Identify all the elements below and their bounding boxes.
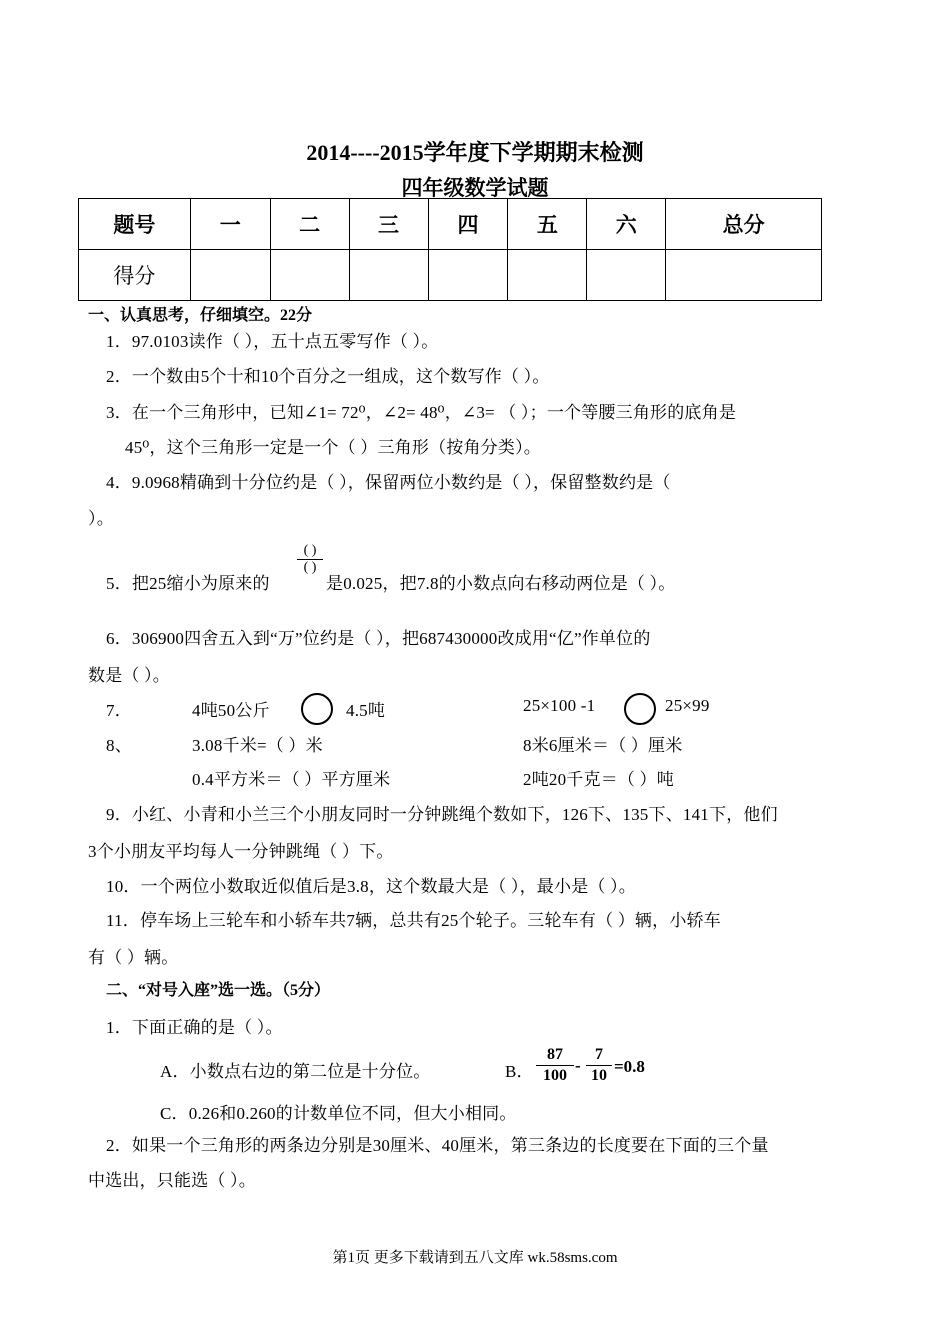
header-cell-2: 二	[270, 199, 349, 250]
header-cell-3: 三	[349, 199, 428, 250]
score-cell[interactable]	[190, 250, 270, 301]
score-cell[interactable]	[270, 250, 349, 301]
fraction-numerator: 87	[536, 1046, 574, 1066]
score-cell[interactable]	[428, 250, 508, 301]
score-cell[interactable]	[508, 250, 587, 301]
question-1-3-line2: 45⁰，这个三角形一定是一个（ ）三角形（按角分类）。	[125, 438, 541, 457]
fraction-denominator: 100	[543, 1067, 567, 1084]
header-cell-question-no: 题号	[79, 199, 191, 250]
question-1-1: 1．97.0103读作（ ），五十点五零写作（ ）。	[106, 332, 439, 351]
question-1-11-line2: 有（ ）辆。	[88, 948, 179, 967]
section2-heading: 二、“对号入座”选一选。（5分）	[106, 982, 331, 999]
score-cell[interactable]	[666, 250, 822, 301]
compare-circle-1[interactable]	[301, 693, 333, 725]
question-1-3-line1: 3．在一个三角形中，已知∠1= 72⁰，∠2= 48⁰，∠3= （ ）；一个等腰三角形的底角是	[106, 403, 737, 422]
question-2-1: 1．下面正确的是（ ）。	[106, 1018, 283, 1037]
question-1-2: 2．一个数由5个十和10个百分之一组成，这个数写作（ ）。	[106, 367, 550, 386]
question-1-6-line2: 数是（ ）。	[88, 666, 170, 685]
score-table	[78, 198, 822, 301]
option-b-fraction-2	[586, 1046, 612, 1085]
question-1-5-pre: 5．把25缩小为原来的	[106, 574, 270, 593]
header-cell-total: 总分	[666, 199, 822, 250]
option-b-label: B．	[505, 1062, 534, 1081]
question-1-9-line2: 3个小朋友平均每人一分钟跳绳（ ）下。	[88, 842, 394, 861]
score-row-label: 得分	[79, 250, 191, 301]
section1-heading: 一、认真思考，仔细填空。22分	[88, 307, 313, 324]
question-2-2-line1: 2．如果一个三角形的两条边分别是30厘米、40厘米，第三条边的长度要在下面的三个量	[106, 1136, 769, 1155]
header-cell-4: 四	[428, 199, 508, 250]
fraction-denominator: ( )	[303, 560, 317, 575]
page-footer: 第1页 更多下载请到五八文库 wk.58sms.com	[332, 1250, 618, 1266]
question-1-4-line1: 4．9.0968精确到十分位约是（ ），保留两位小数约是（ ），保留整数约是（	[106, 473, 671, 492]
question-1-11-line1: 11．停车场上三轮车和小轿车共7辆，总共有25个轮子。三轮车有（ ）辆，小轿车	[106, 911, 721, 930]
page-title: 2014----2015学年度下学期期末检测	[306, 140, 644, 165]
header-cell-5: 五	[508, 199, 587, 250]
question-1-7-number: 7．	[106, 701, 132, 720]
option-b-result: =0.8	[614, 1057, 645, 1076]
compare-left-b: 4.5吨	[346, 701, 386, 720]
fraction-numerator: 7	[586, 1046, 612, 1066]
header-cell-6: 六	[587, 199, 666, 250]
question-2-2-line2: 中选出，只能选（ ）。	[88, 1171, 256, 1190]
compare-left-a: 4吨50公斤	[192, 701, 270, 720]
option-a: A．小数点右边的第二位是十分位。	[160, 1062, 431, 1081]
header-cell-1: 一	[190, 199, 270, 250]
page-subtitle: 四年级数学试题	[401, 176, 549, 200]
score-table-header-row	[79, 199, 822, 250]
question-1-10: 10．一个两位小数取近似值后是3.8，这个数最大是（ ），最小是（ ）。	[106, 877, 636, 896]
conversion-c: 0.4平方米＝（ ）平方厘米	[192, 770, 391, 789]
question-1-4-line2: ）。	[88, 509, 114, 528]
conversion-d: 2吨20千克＝（ ）吨	[523, 770, 674, 789]
fraction-denominator: 10	[591, 1067, 607, 1084]
compare-circle-2[interactable]	[624, 693, 656, 725]
compare-right-a: 25×100 -1	[523, 696, 596, 715]
conversion-b: 8米6厘米＝（ ）厘米	[523, 736, 683, 755]
compare-right-b: 25×99	[665, 696, 710, 715]
score-table-score-row	[79, 250, 822, 301]
score-cell[interactable]	[349, 250, 428, 301]
question-1-5-fraction	[297, 543, 323, 576]
score-cell[interactable]	[587, 250, 666, 301]
fraction-numerator: ( )	[297, 543, 323, 560]
conversion-a: 3.08千米=（ ）米	[192, 736, 323, 755]
question-1-5-post: 是0.025，把7.8的小数点向右移动两位是（ ）。	[326, 574, 676, 593]
option-c: C．0.26和0.260的计数单位不同，但大小相同。	[160, 1104, 517, 1123]
minus-sign: -	[575, 1056, 581, 1075]
question-1-6-line1: 6．306900四舍五入到“万”位约是（ ），把687430000改成用“亿”作单位的	[106, 629, 651, 648]
question-1-9-line1: 9．小红、小青和小兰三个小朋友同时一分钟跳绳个数如下，126下、135下、141下，他们	[106, 805, 778, 824]
option-b-fraction-1	[536, 1046, 574, 1085]
question-1-8-number: 8、	[106, 736, 132, 755]
